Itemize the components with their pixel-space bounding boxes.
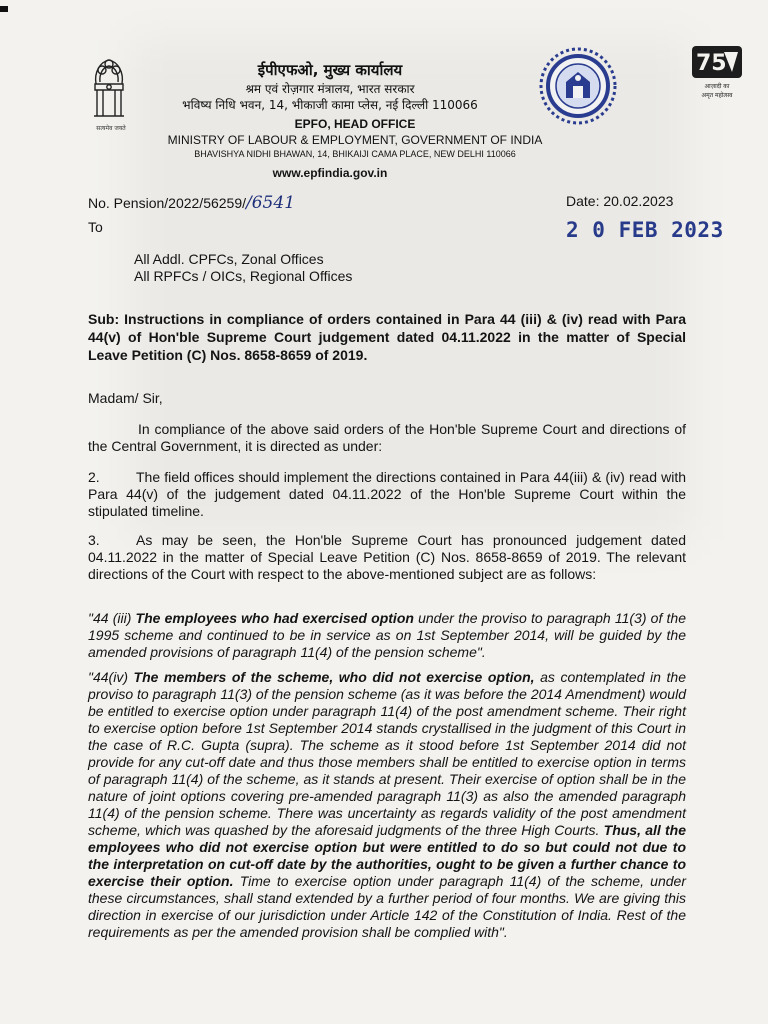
subject-line: Sub: Instructions in compliance of orders contained in Para 44 (iii) & (iv) read with Para 44(v) of Hon'ble Supreme Court judgement dated 04.11.2022 in the matter of Special Leave Petition (C) Nos. 8658-8659 of 2019. xyxy=(88,311,686,363)
quote-text: Time to exercise option under paragraph 11(4) of the scheme, under these circumstances, shall stand extended by a further period of four months. We are giving this direction in exercise of our jurisdiction under Article 142 of the Constitution of India. Rest of the requirements as per the amended provision shall be complied with". xyxy=(88,873,686,940)
addressee-line: All Addl. CPFCs, Zonal Offices xyxy=(134,251,324,267)
emblem-caption: सत्यमेव जयते xyxy=(96,125,126,132)
hindi-office-name: ईपीएफओ, मुख्य कार्यालय xyxy=(257,61,403,79)
paragraph-2 xyxy=(88,469,686,520)
paragraph-3 xyxy=(88,532,686,583)
salutation: Madam/ Sir, xyxy=(88,390,163,406)
reference-number xyxy=(88,193,295,213)
hindi-address: भविष्य निधि भवन, 14, भीकाजी कामा प्लेस, नई दिल्ली 110066 xyxy=(182,98,478,112)
quote-lead: "44 (iii) xyxy=(88,610,136,626)
received-date-stamp: 2 0 FEB 2023 xyxy=(566,218,724,242)
website-link[interactable]: www.epfindia.gov.in xyxy=(272,166,388,180)
letter-date: Date: 20.02.2023 xyxy=(566,193,674,209)
scan-edge-mark xyxy=(0,6,8,12)
quote-emphasis: The employees who had exercised option xyxy=(135,610,414,626)
epfo-logo-icon xyxy=(538,46,618,126)
quote-emphasis: Thus, all the employees who did not exercise option but were entitled to do so but could not due to the interpretation on cut-off date by the authorities, ought to be given a further chance to exercise their option. xyxy=(88,822,686,889)
quote-text: under the proviso to paragraph 11(3) of the 1995 scheme and continued to be in service as on 1st September 2014, will be guided by the amended provisions of paragraph 11(4) of the pension scheme". xyxy=(88,610,686,660)
quote-44-iii xyxy=(88,610,686,661)
paragraph-number: 3. xyxy=(88,532,100,548)
addressee-line: All RPFCs / OICs, Regional Offices xyxy=(134,268,353,284)
quote-text: as contemplated in the proviso to paragraph 11(3) of the pension scheme (as it was before the 2014 Amendment) would be entitled to exercise option under paragraph 11(4) of the post amendment scheme. Their right to exercise option before 1st September 2014 stands crystallised in the judgment of this Court in the case of R.C. Gupta (supra). The scheme as it stood before 1st September 2014 did not provide for any cut-off date and thus those members shall be entitled to exercise option in terms of paragraph 11(4) of the scheme, as it stands at present. Their exercise of option shall be in the nature of joint options covering pre-amended paragraph 11(3) as also the amended paragraph 11(4) of the pension scheme. There was uncertainty as regards validity of the post amendment scheme, which was quashed by the aforesaid judgments of the three High Courts. xyxy=(88,669,686,838)
paragraph-number: 2. xyxy=(88,469,100,485)
paragraph-1: In compliance of the above said orders of the Hon'ble Supreme Court and directions of the Central Government, it is directed as under: xyxy=(88,421,686,454)
azadi-logo-line2: अमृत महोत्सव xyxy=(701,92,733,99)
quote-44-iv xyxy=(88,669,686,941)
azadi-ka-amrit-mahotsav-logo-icon xyxy=(688,42,746,104)
ministry-name: MINISTRY OF LABOUR & EMPLOYMENT, GOVERNMENT OF INDIA xyxy=(167,133,543,147)
paragraph-text: As may be seen, the Hon'ble Supreme Court has pronounced judgement dated 04.11.2022 in the matter of Special Leave Petition (C) Nos. 8658-8659 of 2019. The relevant directions of the Court with respect to the above-mentioned subject are as follows: xyxy=(88,532,686,582)
office-address: BHAVISHYA NIDHI BHAWAN, 14, BHIKAIJI CAMA PLACE, NEW DELHI 110066 xyxy=(194,149,516,159)
to-label: To xyxy=(88,219,103,235)
quote-lead: "44(iv) xyxy=(88,669,134,685)
azadi-logo-line1: आज़ादी का xyxy=(704,83,730,90)
quote-emphasis: The members of the scheme, who did not exercise option, xyxy=(133,669,535,685)
office-name: EPFO, HEAD OFFICE xyxy=(294,117,416,131)
hindi-ministry: श्रम एवं रोज़गार मंत्रालय, भारत सरकार xyxy=(245,82,415,96)
paragraph-text: The field offices should implement the directions contained in Para 44(iii) & (iv) read with Para 44(v) of the judgement dated 04.11.2022 of the Hon'ble Supreme Court within the stipulated timeline. xyxy=(88,469,686,519)
handwritten-diary-number: /6541 xyxy=(246,193,296,213)
azadi-logo-number: 75 xyxy=(696,51,727,76)
reference-prefix: No. Pension/2022/56259/ xyxy=(88,195,247,211)
